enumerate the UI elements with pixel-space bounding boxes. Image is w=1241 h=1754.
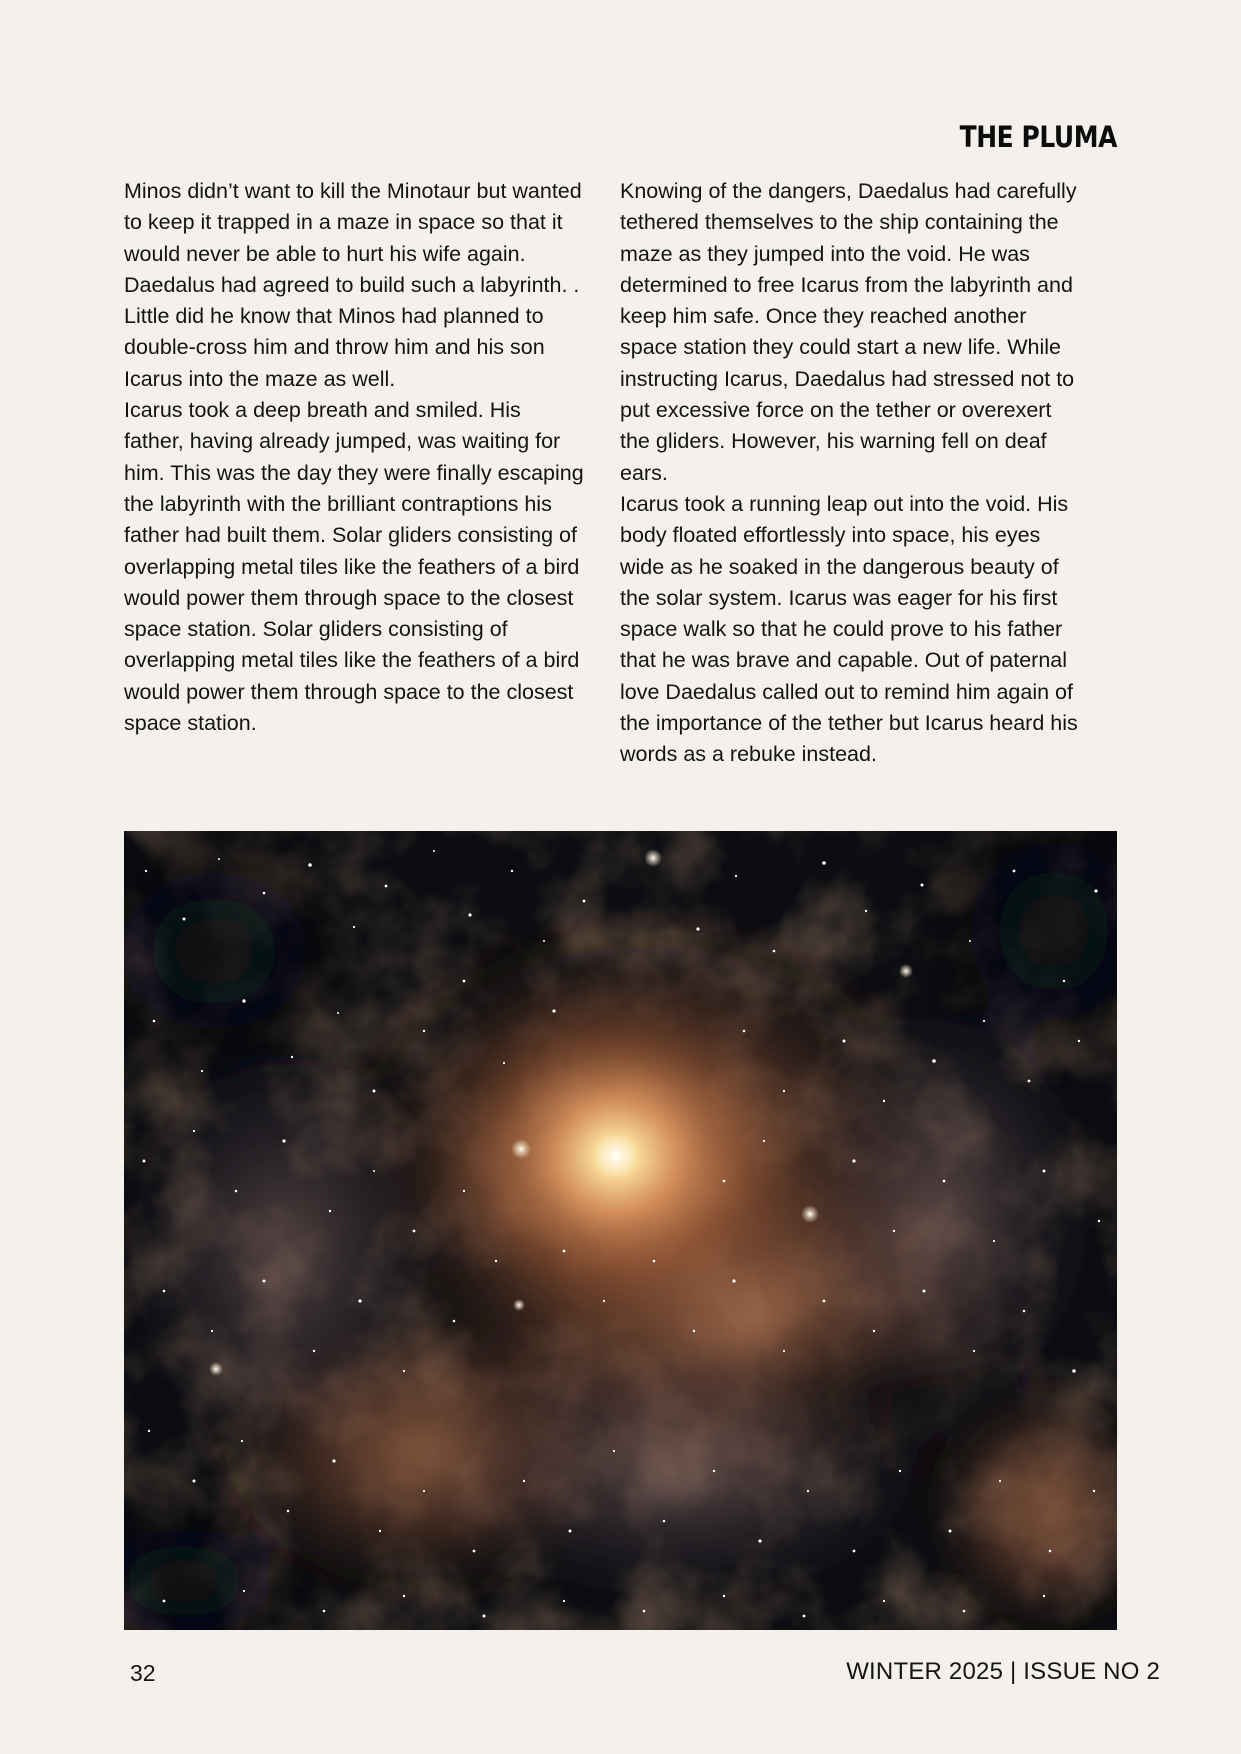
left-paragraph-2: Icarus took a deep breath and smiled. His father, having already jumped, was waiting for him. This was the day they were finally escaping the labyrinth with the brilliant contraptions his father had built them. Solar gliders consisting of overlapping metal tiles like the feathers of a bird would power them through space to the closest space station. Solar gliders consisting of overlapping metal tiles like the feathers of a bird would power them through space to the closest space station. <box>124 398 584 736</box>
masthead-title: THE PLUMA <box>959 120 1117 154</box>
issue-label: WINTER 2025 | ISSUE NO 2 <box>846 1658 1160 1685</box>
nebula-image <box>124 831 1117 1630</box>
right-paragraph-2: Icarus took a running leap out into the void. His body floated effortlessly into space, his eyes wide as he soaked in the dangerous beauty of the solar system. Icarus was eager for his first space walk so that he could prove to his father that he was brave and capable. Out of paternal love Daedalus called out to remind him again of the importance of the tether but Icarus heard his words as a rebuke instead. <box>620 491 1078 767</box>
left-paragraph-1: Minos didn’t want to kill the Minotaur but wanted to keep it trapped in a maze in space so that it would never be able to hurt his wife again. Daedalus had agreed to build such a labyrinth. . Little did he know that Minos had planned to double-cross him and throw him and his son Icarus into the maze as well. <box>124 179 582 391</box>
right-paragraph-1: Knowing of the dangers, Daedalus had carefully tethered themselves to the ship containing the maze as they jumped into the void. He was determined to free Icarus from the labyrinth and keep him safe. Once they reached another space station they could start a new life. While instructing Icarus, Daedalus had stressed not to put excessive force on the tether or overexert the gliders. However, his warning fell on deaf ears. <box>620 179 1077 485</box>
left-article-column <box>124 176 584 739</box>
right-article-column <box>620 176 1080 771</box>
page-number: 32 <box>130 1660 156 1686</box>
